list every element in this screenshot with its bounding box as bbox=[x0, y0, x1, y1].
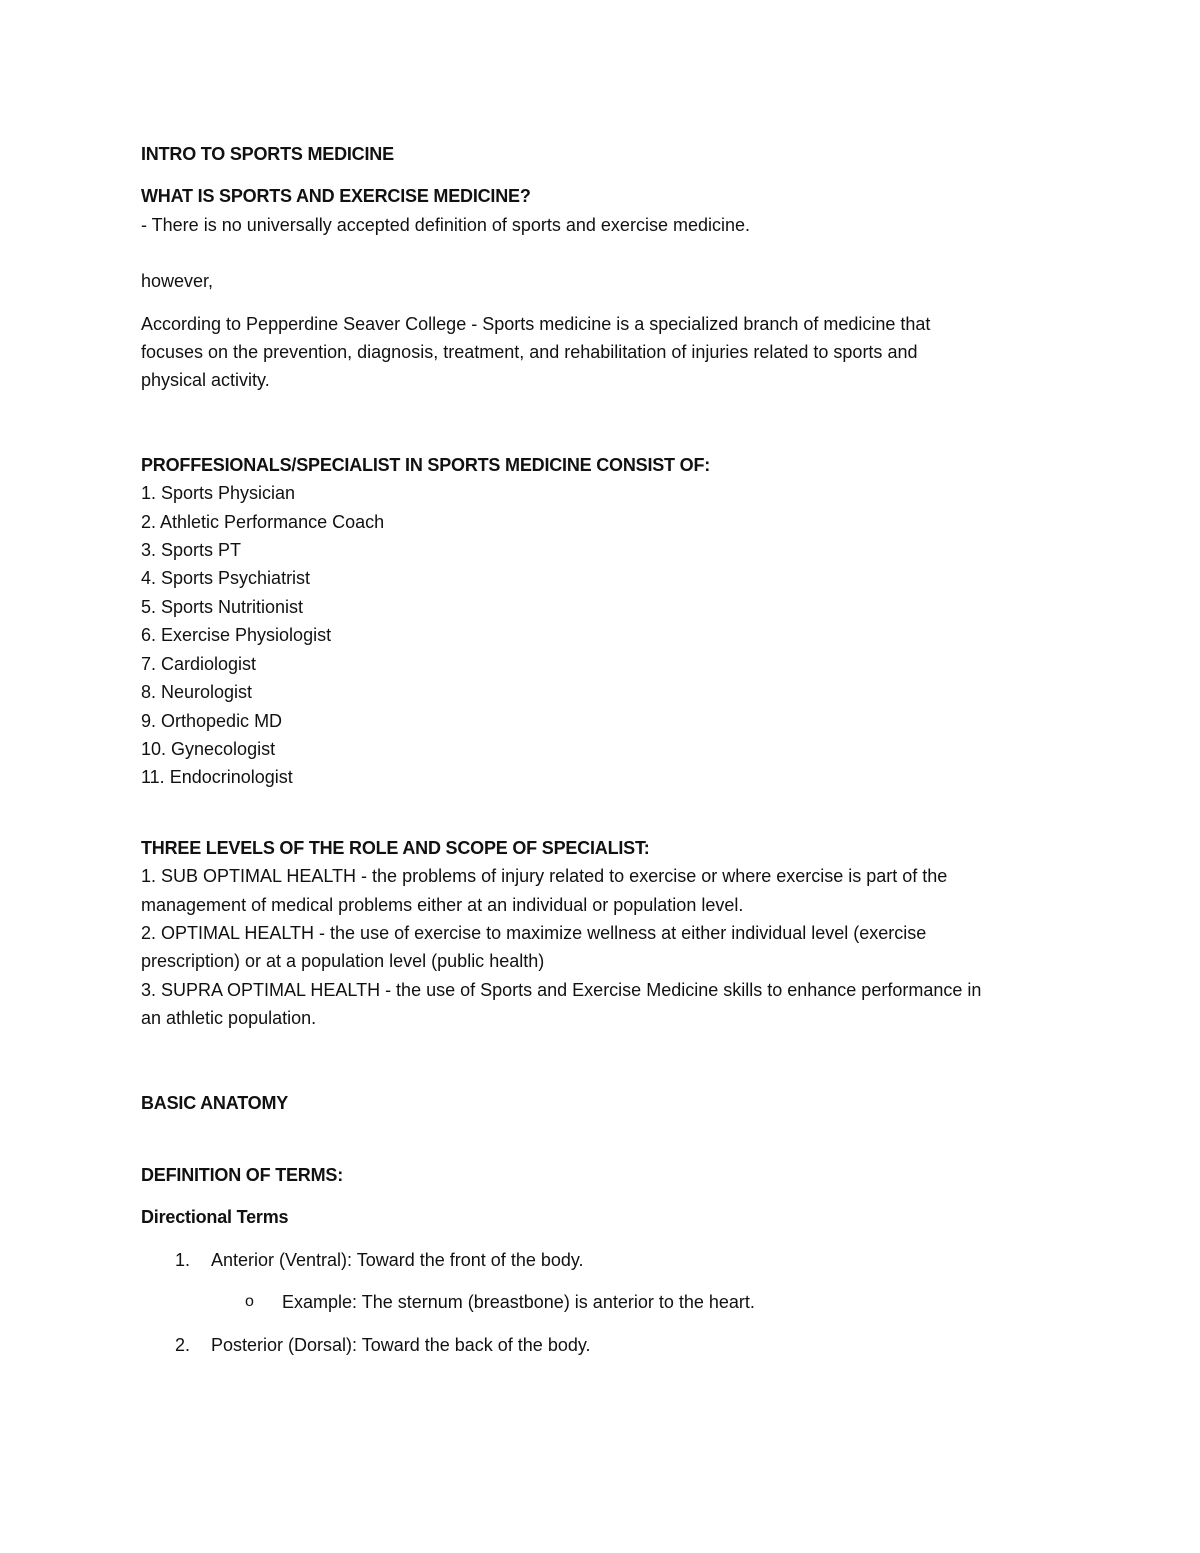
level-line: management of medical problems either at an individual or population level. bbox=[141, 894, 744, 915]
list-item: 7. Cardiologist bbox=[141, 653, 257, 674]
list-item: 9. Orthopedic MD bbox=[141, 710, 283, 731]
spacer bbox=[141, 1274, 1061, 1288]
term-text: Anterior (Ventral): Toward the front of the body. bbox=[211, 1249, 584, 1270]
spacer bbox=[141, 168, 1061, 182]
spacer bbox=[141, 1189, 1061, 1203]
spacer bbox=[141, 1033, 1061, 1089]
list-item: 4. Sports Psychiatrist bbox=[141, 568, 311, 589]
level-line: prescription) or at a population level (public health) bbox=[141, 951, 545, 972]
subheading-definition-of-terms: DEFINITION OF TERMS: bbox=[141, 1164, 343, 1185]
section-heading-basic-anatomy: BASIC ANATOMY bbox=[141, 1092, 289, 1113]
level-line: 2. OPTIMAL HEALTH - the use of exercise to maximize wellness at either individual level (exercise bbox=[141, 922, 927, 943]
list-item: 1. Sports Physician bbox=[141, 483, 296, 504]
spacer bbox=[141, 395, 1061, 451]
subheading-directional-terms: Directional Terms bbox=[141, 1207, 289, 1228]
however-line: however, bbox=[141, 271, 214, 292]
list-item: 11. Endocrinologist bbox=[141, 767, 293, 788]
level-line: an athletic population. bbox=[141, 1008, 317, 1029]
example-item bbox=[141, 1288, 1061, 1316]
level-line: 3. SUPRA OPTIMAL HEALTH - the use of Sports and Exercise Medicine skills to enhance performance in bbox=[141, 979, 982, 1000]
spacer bbox=[141, 792, 1061, 820]
definition-line: - There is no universally accepted definition of sports and exercise medicine. bbox=[141, 214, 750, 235]
item-number: 1. bbox=[175, 1249, 191, 1270]
paragraph-line: focuses on the prevention, diagnosis, treatment, and rehabilitation of injuries related to sports and bbox=[141, 342, 918, 363]
numbered-term-item bbox=[141, 1331, 1061, 1359]
section-heading-three-levels: THREE LEVELS OF THE ROLE AND SCOPE OF SPECIALIST: bbox=[141, 837, 650, 858]
list-item: 2. Athletic Performance Coach bbox=[141, 511, 385, 532]
spacer bbox=[141, 820, 1061, 834]
paragraph-line: physical activity. bbox=[141, 370, 270, 391]
item-number: 2. bbox=[175, 1334, 191, 1355]
spacer bbox=[141, 239, 1061, 267]
section-heading-what-is: WHAT IS SPORTS AND EXERCISE MEDICINE? bbox=[141, 186, 531, 207]
spacer bbox=[141, 1317, 1061, 1331]
level-line: 1. SUB OPTIMAL HEALTH - the problems of injury related to exercise or where exercise is part of the bbox=[141, 866, 948, 887]
spacer bbox=[141, 296, 1061, 310]
list-item: 8. Neurologist bbox=[141, 682, 253, 703]
bullet-icon: o bbox=[245, 1293, 254, 1311]
list-item: 5. Sports Nutritionist bbox=[141, 596, 304, 617]
spacer bbox=[141, 1117, 1061, 1161]
document-page bbox=[141, 140, 1061, 1359]
numbered-term-item bbox=[141, 1246, 1061, 1274]
list-item: 10. Gynecologist bbox=[141, 738, 276, 759]
paragraph-line: According to Pepperdine Seaver College - Sports medicine is a specialized branch of medicine that bbox=[141, 313, 931, 334]
spacer bbox=[141, 1232, 1061, 1246]
document-title: INTRO TO SPORTS MEDICINE bbox=[141, 144, 394, 164]
list-item: 3. Sports PT bbox=[141, 540, 242, 561]
example-text: Example: The sternum (breastbone) is anterior to the heart. bbox=[282, 1292, 755, 1313]
list-item: 6. Exercise Physiologist bbox=[141, 625, 332, 646]
section-heading-professionals: PROFFESIONALS/SPECIALIST IN SPORTS MEDICINE CONSIST OF: bbox=[141, 454, 711, 475]
term-text: Posterior (Dorsal): Toward the back of the body. bbox=[211, 1334, 591, 1355]
